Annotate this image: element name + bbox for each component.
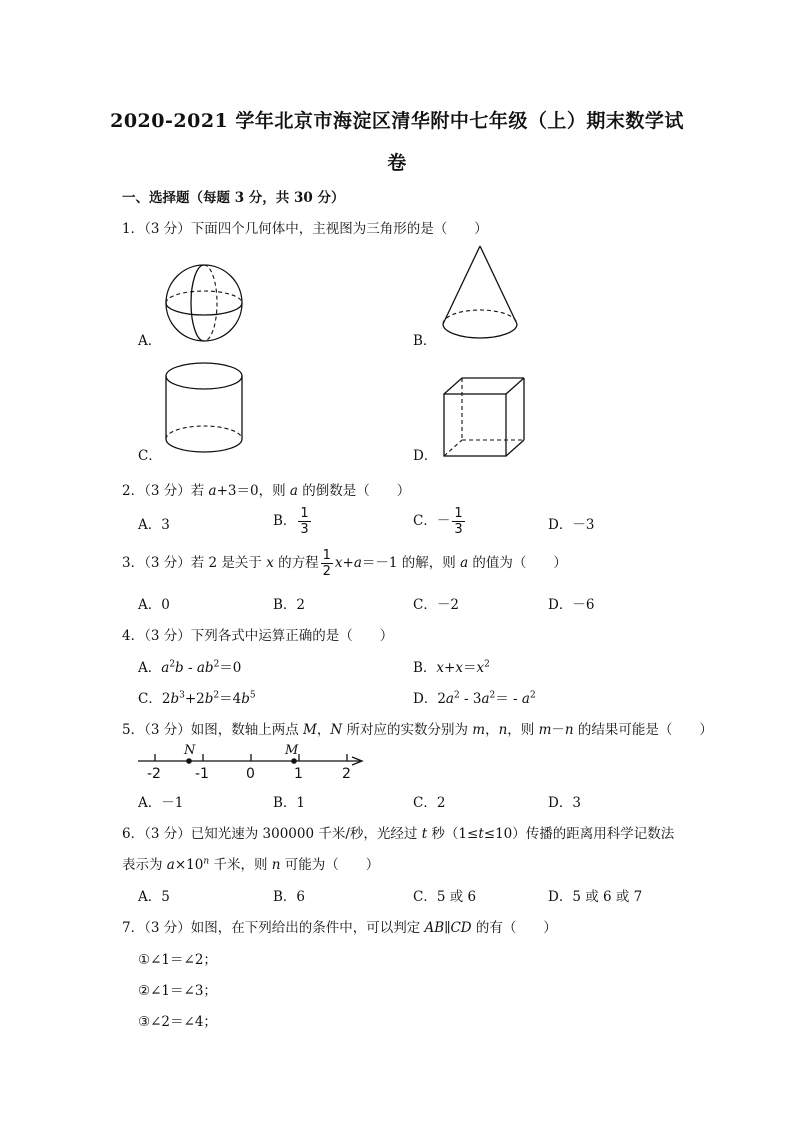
question-6-text-line1 [122, 822, 674, 842]
question-5-option-b[interactable]: B．1 [273, 795, 306, 811]
q5-var-n: n [498, 722, 508, 738]
question-7-condition-3: ③∠2＝∠4； [138, 1014, 217, 1030]
question-4-option-a[interactable]: A．$a^2b - ab^2=0$ [138, 659, 242, 676]
q6-text-part: 6．（3 分）已知光速为 300000 千米/秒，光经过 [122, 826, 422, 842]
q6-text-part: 千米，则 [209, 857, 272, 873]
number-line [136, 740, 366, 780]
question-6-option-d[interactable]: D．5 或 6 或 7 [548, 889, 643, 905]
question-1-option-a[interactable]: A． [138, 333, 162, 349]
q5-var-M: M [303, 722, 317, 738]
q7-var-ab: AB [424, 920, 445, 936]
q5-text-part: ， [316, 722, 331, 738]
option-label: C．－ [413, 513, 451, 529]
question-4-option-b[interactable]: B．$x+x=x^2$ [413, 659, 490, 676]
question-2-option-c[interactable] [413, 506, 467, 537]
q6-var-a: a [166, 857, 175, 873]
cone-icon [440, 244, 520, 344]
q2-text-part: +3＝0，则 [216, 483, 290, 499]
q5-var-n: n [564, 722, 574, 738]
question-1-option-c[interactable]: C． [138, 448, 162, 464]
q3-var-x: x [334, 555, 343, 571]
sphere-icon [164, 263, 244, 343]
numerator: 1 [322, 548, 331, 563]
question-1-text: 1．（3 分）下面四个几何体中，主视图为三角形的是（ ） [122, 221, 488, 237]
question-1-option-d[interactable]: D． [413, 448, 438, 464]
question-2-text [122, 479, 410, 499]
q5-var-m: m [472, 722, 486, 738]
fraction [321, 548, 333, 579]
question-1-option-b[interactable]: B． [413, 333, 437, 349]
question-3-option-b[interactable]: B．2 [273, 597, 306, 613]
question-3-option-a[interactable]: A．0 [138, 597, 170, 613]
q5-var-N: N [330, 722, 343, 738]
q2-text-part: 的倒数是（ ） [297, 483, 411, 499]
q7-text-part: ∥ [444, 920, 451, 936]
q3-text-part: ＝－1 的解，则 [361, 555, 461, 571]
q5-text-part: 5．（3 分）如图，数轴上两点 [122, 722, 304, 738]
fraction [298, 506, 310, 537]
q2-var-a: a [289, 483, 298, 499]
q6-text-part: 表示为 [122, 857, 167, 873]
q7-text-part: 7．（3 分）如图，在下列给出的条件中，可以判定 [122, 920, 425, 936]
q2-text-part: 2．（3 分）若 [122, 483, 209, 499]
page-title: 2020-2021 学年北京市海淀区清华附中七年级（上）期末数学试 [110, 110, 684, 132]
question-2-option-d[interactable]: D．－3 [548, 517, 595, 533]
point-M-label: M [285, 743, 299, 758]
question-5-option-d[interactable]: D．3 [548, 795, 581, 811]
section-heading: 一、选择题（每题 3 分，共 30 分） [122, 190, 345, 206]
question-7-text [122, 916, 557, 936]
point-N-label: N [184, 743, 196, 758]
question-4-option-d[interactable]: D．$2a^2 - 3a^2= - a^2$ [413, 690, 536, 707]
question-5-option-c[interactable]: C．2 [413, 795, 446, 811]
tick-label: 2 [342, 766, 351, 782]
question-6-option-b[interactable]: B．6 [273, 889, 306, 905]
question-3-option-d[interactable]: D．－6 [548, 597, 595, 613]
option-label: B． [273, 513, 297, 529]
tick-label: 1 [294, 766, 303, 782]
q6-text-part: 可能为（ ） [280, 857, 380, 873]
q7-text-part: 的有（ ） [471, 920, 557, 936]
q6-text-part: ×10 [174, 857, 204, 873]
question-7-condition-2: ②∠1＝∠3； [138, 983, 217, 999]
option-label: D． [413, 691, 438, 707]
numerator: 1 [300, 506, 309, 521]
q3-var-a: a [460, 555, 469, 571]
q6-exponent-n: n [203, 856, 210, 867]
numerator: 1 [454, 506, 463, 521]
question-6-option-a[interactable]: A．5 [138, 889, 170, 905]
question-2-option-a[interactable]: A．3 [138, 517, 170, 533]
option-label: B． [413, 660, 437, 676]
page-title-continued: 卷 [387, 152, 407, 174]
q3-text-part: 的方程 [273, 555, 319, 571]
q2-var-a: a [208, 483, 217, 499]
question-5-text [122, 718, 713, 738]
q3-var-x: x [266, 555, 274, 571]
q6-var-t: t [478, 826, 484, 842]
question-5-option-a[interactable]: A．－1 [138, 795, 184, 811]
denominator: 3 [454, 522, 463, 537]
question-4-option-c[interactable]: C．$2b^3+2b^2=4b^5$ [138, 690, 256, 707]
question-2-option-b[interactable] [273, 506, 313, 537]
tick-label: 0 [246, 766, 255, 782]
q5-text-part: ，则 [507, 722, 539, 738]
q3-text-part: + [342, 555, 354, 571]
option-label: C． [138, 691, 162, 707]
q5-text-part: － [551, 722, 565, 738]
q5-var-m: m [538, 722, 552, 738]
q6-var-t: t [421, 826, 428, 842]
q6-var-n: n [271, 857, 281, 873]
q3-text-part: 3．（3 分）若 2 是关于 [122, 555, 267, 571]
denominator: 2 [322, 564, 331, 579]
point-M [291, 758, 297, 764]
cube-icon [442, 376, 524, 458]
q5-text-part: 的结果可能是（ ） [573, 722, 713, 738]
q5-text-part: ， [485, 722, 499, 738]
q7-var-cd: CD [450, 920, 472, 936]
denominator: 3 [300, 522, 309, 537]
question-6-text-line2 [122, 853, 379, 873]
point-N [186, 758, 192, 764]
q5-text-part: 所对应的实数分别为 [342, 722, 473, 738]
tick-label: -1 [195, 766, 209, 782]
question-6-option-c[interactable]: C．5 或 6 [413, 889, 477, 905]
question-3-text [122, 548, 567, 579]
fraction [452, 506, 464, 537]
q6-text-part: ≤10）传播的距离用科学记数法 [483, 826, 675, 842]
q6-text-part: 秒（1≤ [427, 826, 479, 842]
option-label: A． [138, 660, 162, 676]
tick-label: -2 [147, 766, 161, 782]
question-3-option-c[interactable]: C．－2 [413, 597, 459, 613]
question-7-condition-1: ①∠1＝∠2； [138, 952, 217, 968]
q3-var-a: a [353, 555, 362, 571]
cylinder-icon [164, 360, 244, 460]
q3-text-part: 的值为（ ） [468, 555, 567, 571]
question-4-text: 4．（3 分）下列各式中运算正确的是（ ） [122, 628, 394, 644]
